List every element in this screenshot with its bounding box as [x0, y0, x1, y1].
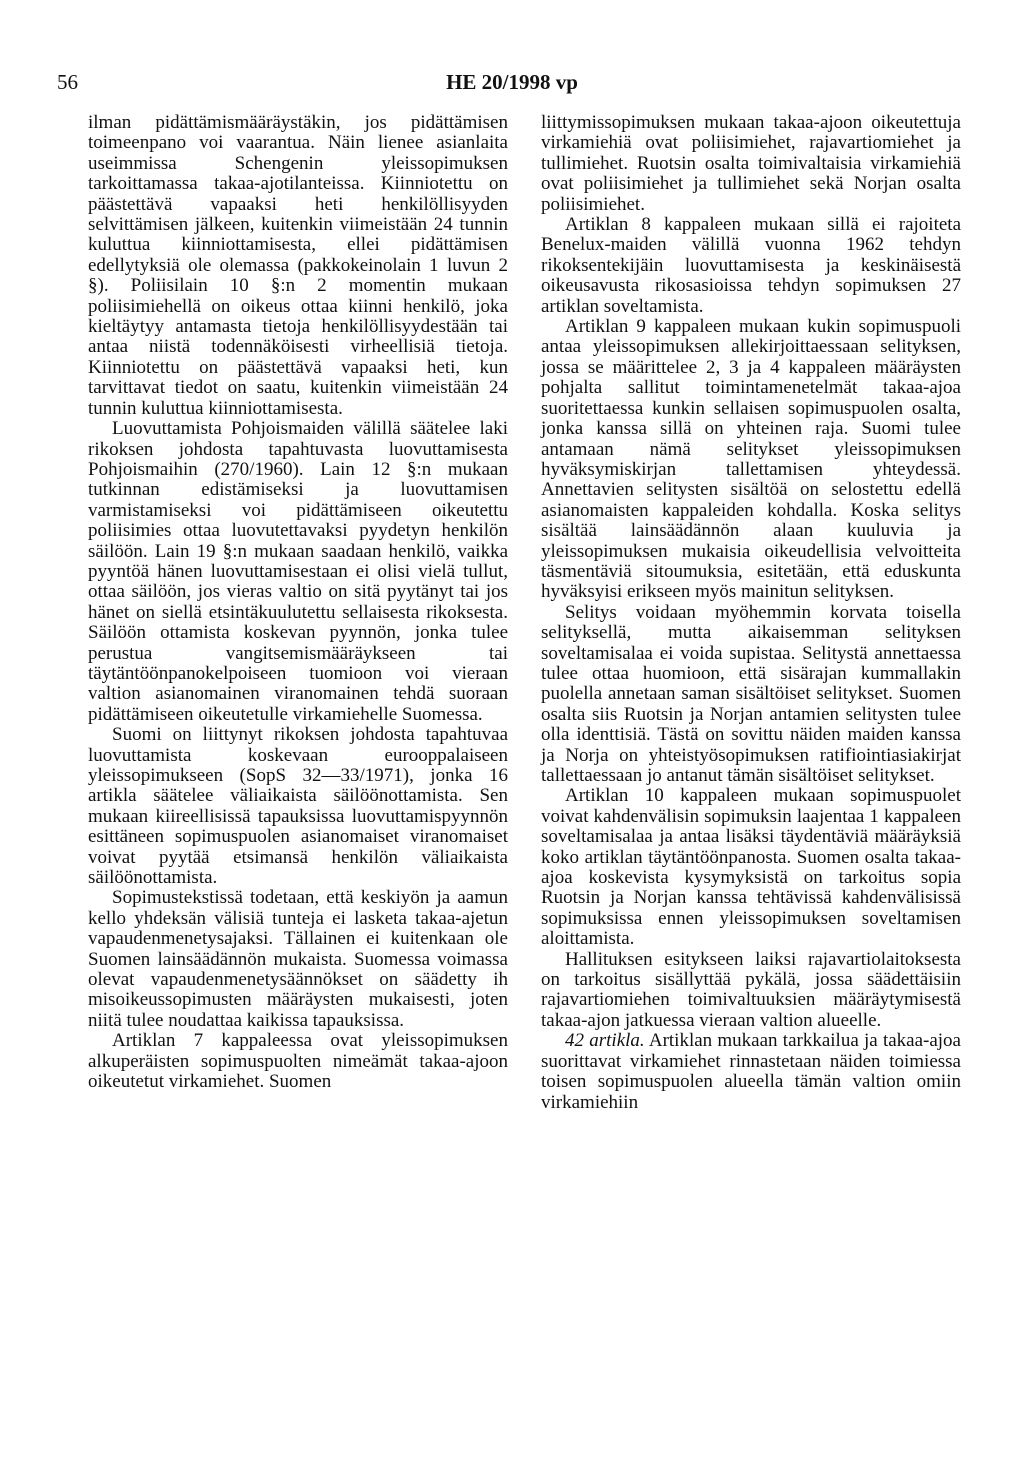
paragraph: Luovuttamista Pohjoismaiden välillä säätelee laki rikoksen johdosta tapahtuvasta luovuttamisesta Pohjoismaihin (270/1960). Lain 12 §:n mukaan tutkinnan edistämiseksi ja luovuttamisen varmistamiseksi voi pidättämiseen oikeutettu poliisimies ottaa luovutettavaksi pyydetyn henkilön säilöön. Lain 19 §:n mukaan saadaan henkilö, vaikka pyyntöä hänen luovuttamisestaan ei olisi vielä tullut, ottaa säilöön, jos vieras valtio on sitä pyytänyt tai jos hänet on siellä etsintäkuulutettu sellaisesta rikoksesta. Säilöön ottamista koskevan pyynnön, jonka tulee perustua vangitsemismääräykseen tai täytäntöönpanokelpoiseen tuomioon voi vieraan valtion asianomainen viranomainen tehdä suoraan pidättämiseen oikeutetulle virkamiehelle Suomessa.: [88, 418, 508, 725]
paragraph: Selitys voidaan myöhemmin korvata toisella selityksellä, mutta aikaisemman selityksen soveltamisalaa ei voida supistaa. Selitystä annettaessa tulee ottaa huomioon, että sisärajan kummallakin puolella annetaan saman sisältöiset selitykset. Suomen osalta siis Ruotsin ja Norjan antamien selitysten tulee olla identtisiä. Tästä on sovittu näiden maiden kanssa ja Norja on yhteistyösopimuksen ratifiointiasiakirjat tallettaessaan jo antanut tämän sisältöiset selitykset.: [541, 601, 961, 786]
paragraph-article-42: [541, 1031, 961, 1113]
page-number: 56: [57, 70, 78, 94]
document-id: HE 20/1998 vp: [446, 70, 578, 94]
article-text: Artiklan mukaan tarkkailua ja takaa-ajoa suorittavat virkamiehet rinnastetaan näiden toimiessa toisen sopimuspuolen alueella tämän valtion omiin virkamiehiin: [541, 1030, 961, 1113]
paragraph: Hallituksen esitykseen laiksi rajavartiolaitoksesta on tarkoitus sisällyttää pykälä, jossa säädettäisiin rajavartiomiehen toimivaltuuksien määräytymisestä takaa-ajon jatkuessa vieraan valtion alueelle.: [541, 948, 961, 1031]
paragraph: ilman pidättämismääräystäkin, jos pidättämisen toimeenpano voi vaarantua. Näin lienee asianlaita useimmissa Schengenin yleissopimuksen tarkoittamassa takaa-ajotilanteissa. Kiinniotettu on päästettävä vapaaksi heti henkilöllisyyden selvittämisen jälkeen, kuitenkin viimeistään 24 tunnin kuluttua kiinniottamisesta, ellei pidättämisen edellytyksiä ole olemassa (pakkokeinolain 1 luvun 2 §). Poliisilain 10 §:n 2 momentin mukaan poliisimiehellä on oikeus ottaa kiinni henkilö, joka kieltäytyy antamasta tietoja henkilöllisyydestään tai antaa niistä todennäköisesti virheellisiä tietoja. Kiinniotettu on päästettävä vapaaksi heti, kun tarvittavat tiedot on saatu, kuitenkin viimeistään 24 tunnin kuluttua kiinniottamisesta.: [88, 112, 508, 419]
paragraph: Sopimustekstissä todetaan, että keskiyön ja aamun kello yhdeksän välisiä tunteja ei lasketa takaa-ajetun vapaudenmenetysajaksi. Tällainen ei kuitenkaan ole Suomen lainsäädännön mukaista. Suomessa voimassa olevat vapaudenmenetysäännökset on säädetty ih misoikeussopimusten määräysten mukaisesti, joten niitä tulee noudattaa kaikissa tapauksissa.: [88, 887, 508, 1031]
paragraph: Suomi on liittynyt rikoksen johdosta tapahtuvaa luovuttamista koskevaan eurooppalaiseen yleissopimukseen (SopS 32—33/1971), jonka 16 artikla säätelee väliaikaista säilöönottamista. Sen mukaan kiireellisissä tapauksissa luovuttamispyynnön esittäneen sopimuspuolen asianomaiset viranomaiset voivat pyytää etsimansä henkilön väliaikaista säilöönottamista.: [88, 724, 508, 889]
paragraph: Artiklan 7 kappaleessa ovat yleissopimuksen alkuperäisten sopimuspuolten nimeämät takaa-ajoon oikeutetut virkamiehet. Suomen: [88, 1030, 508, 1093]
paragraph: Artiklan 9 kappaleen mukaan kukin sopimuspuoli antaa yleissopimuksen allekirjoittaessaan selityksen, jossa se määrittelee 2, 3 ja 4 kappaleen määräysten pohjalta sallitut toimintamenetelmät takaa-ajoa suoritettaessa kunkin sellaisen sopimuspuolen osalta, jonka kanssa sillä on yhteinen raja. Suomi tulee antamaan nämä selitykset yleissopimuksen hyväksymiskirjan tallettamisen yhteydessä. Annettavien selitysten sisältöä on selostettu edellä asianomaisten kappaleiden kohdalla. Koska selitys sisältää lainsäädännön alaan kuuluvia ja yleissopimuksen mukaisia oikeudellisia velvoitteita täsmentäviä sitoumuksia, esitetään, että eduskunta hyväksyisi erikseen myös mainitun selityksen.: [541, 316, 961, 603]
right-column: [541, 113, 961, 1113]
paragraph: Artiklan 8 kappaleen mukaan sillä ei rajoiteta Benelux-maiden välillä vuonna 1962 tehdyn rikoksentekijäin luovuttamisesta ja keskinäisestä oikeusavusta rikosasioissa tehdyn sopimuksen 27 artiklan soveltamista.: [541, 214, 961, 317]
page-header: [0, 70, 1024, 100]
paragraph: Artiklan 10 kappaleen mukaan sopimuspuolet voivat kahdenvälisin sopimuksin laajentaa 1 kappaleen soveltamisalaa ja antaa lisäksi täydentäviä määräyksiä koko artiklan täytäntöönpanosta. Suomen osalta takaa-ajoa koskevista kysymyksistä on tarkoitus sopia Ruotsin ja Norjan kanssa tehtävissä kahdenvälisissä sopimuksissa ennen yleissopimuksen soveltamisen aloittamista.: [541, 785, 961, 950]
left-column: [88, 113, 508, 1093]
article-lead: 42 artikla.: [565, 1030, 645, 1052]
paragraph: liittymissopimuksen mukaan takaa-ajoon oikeutettuja virkamiehiä ovat poliisimiehet, rajavartiomiehet ja tullimiehet. Ruotsin osalta toimivaltaisia virkamiehiä ovat poliisimiehet ja tullimiehet sekä Norjan osalta poliisimiehet.: [541, 112, 961, 215]
